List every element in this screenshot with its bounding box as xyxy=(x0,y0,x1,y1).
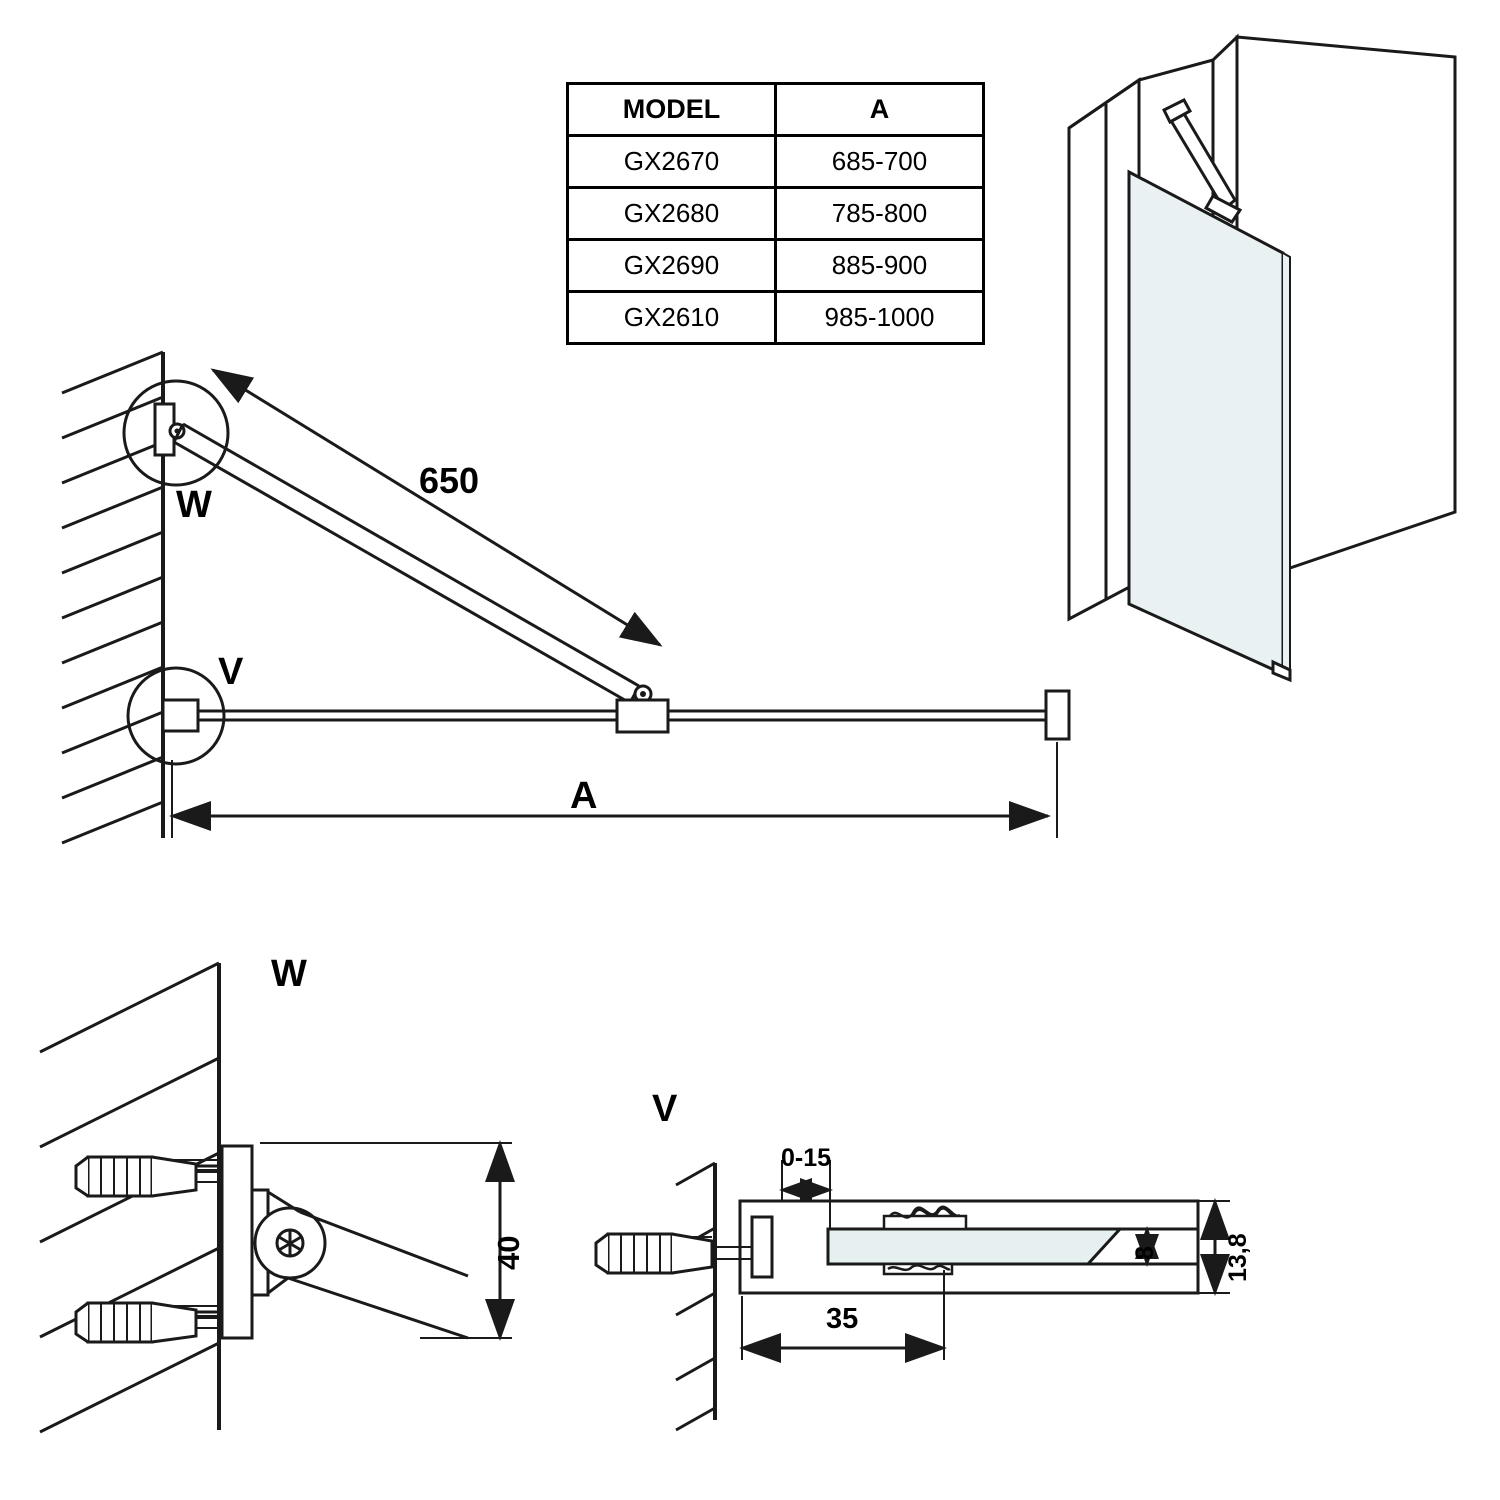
cell-model: GX2690 xyxy=(568,240,776,292)
iso-view-group xyxy=(1069,37,1455,680)
dimension-35: 35 xyxy=(826,1303,859,1335)
detail-title-v: V xyxy=(652,1088,678,1130)
detail-w-group xyxy=(40,963,512,1432)
cell-model: GX2670 xyxy=(568,136,776,188)
dimension-8: 8 xyxy=(1131,1246,1159,1260)
main-top-view-group xyxy=(62,352,1069,843)
detail-marker-v-main: V xyxy=(218,651,244,693)
table-row xyxy=(568,136,984,188)
model-dimension-table xyxy=(566,82,985,345)
dimension-a-main: A xyxy=(570,775,598,817)
dimension-0-15: 0-15 xyxy=(781,1144,832,1172)
table-row xyxy=(568,240,984,292)
dimension-13-8: 13,8 xyxy=(1224,1233,1252,1282)
cell-model: GX2610 xyxy=(568,292,776,344)
cell-model: GX2680 xyxy=(568,188,776,240)
header-model: MODEL xyxy=(568,84,776,136)
table-row xyxy=(568,188,984,240)
dimension-40: 40 xyxy=(491,1235,526,1270)
cell-a: 985-1000 xyxy=(776,292,984,344)
cell-a: 685-700 xyxy=(776,136,984,188)
cell-a: 785-800 xyxy=(776,188,984,240)
table-header-row xyxy=(568,84,984,136)
cell-a: 885-900 xyxy=(776,240,984,292)
dimension-650: 650 xyxy=(419,460,480,501)
detail-marker-w-main: W xyxy=(176,484,212,526)
header-a: A xyxy=(776,84,984,136)
detail-title-w: W xyxy=(271,953,307,995)
table-row xyxy=(568,292,984,344)
detail-v-group xyxy=(596,1160,1230,1430)
